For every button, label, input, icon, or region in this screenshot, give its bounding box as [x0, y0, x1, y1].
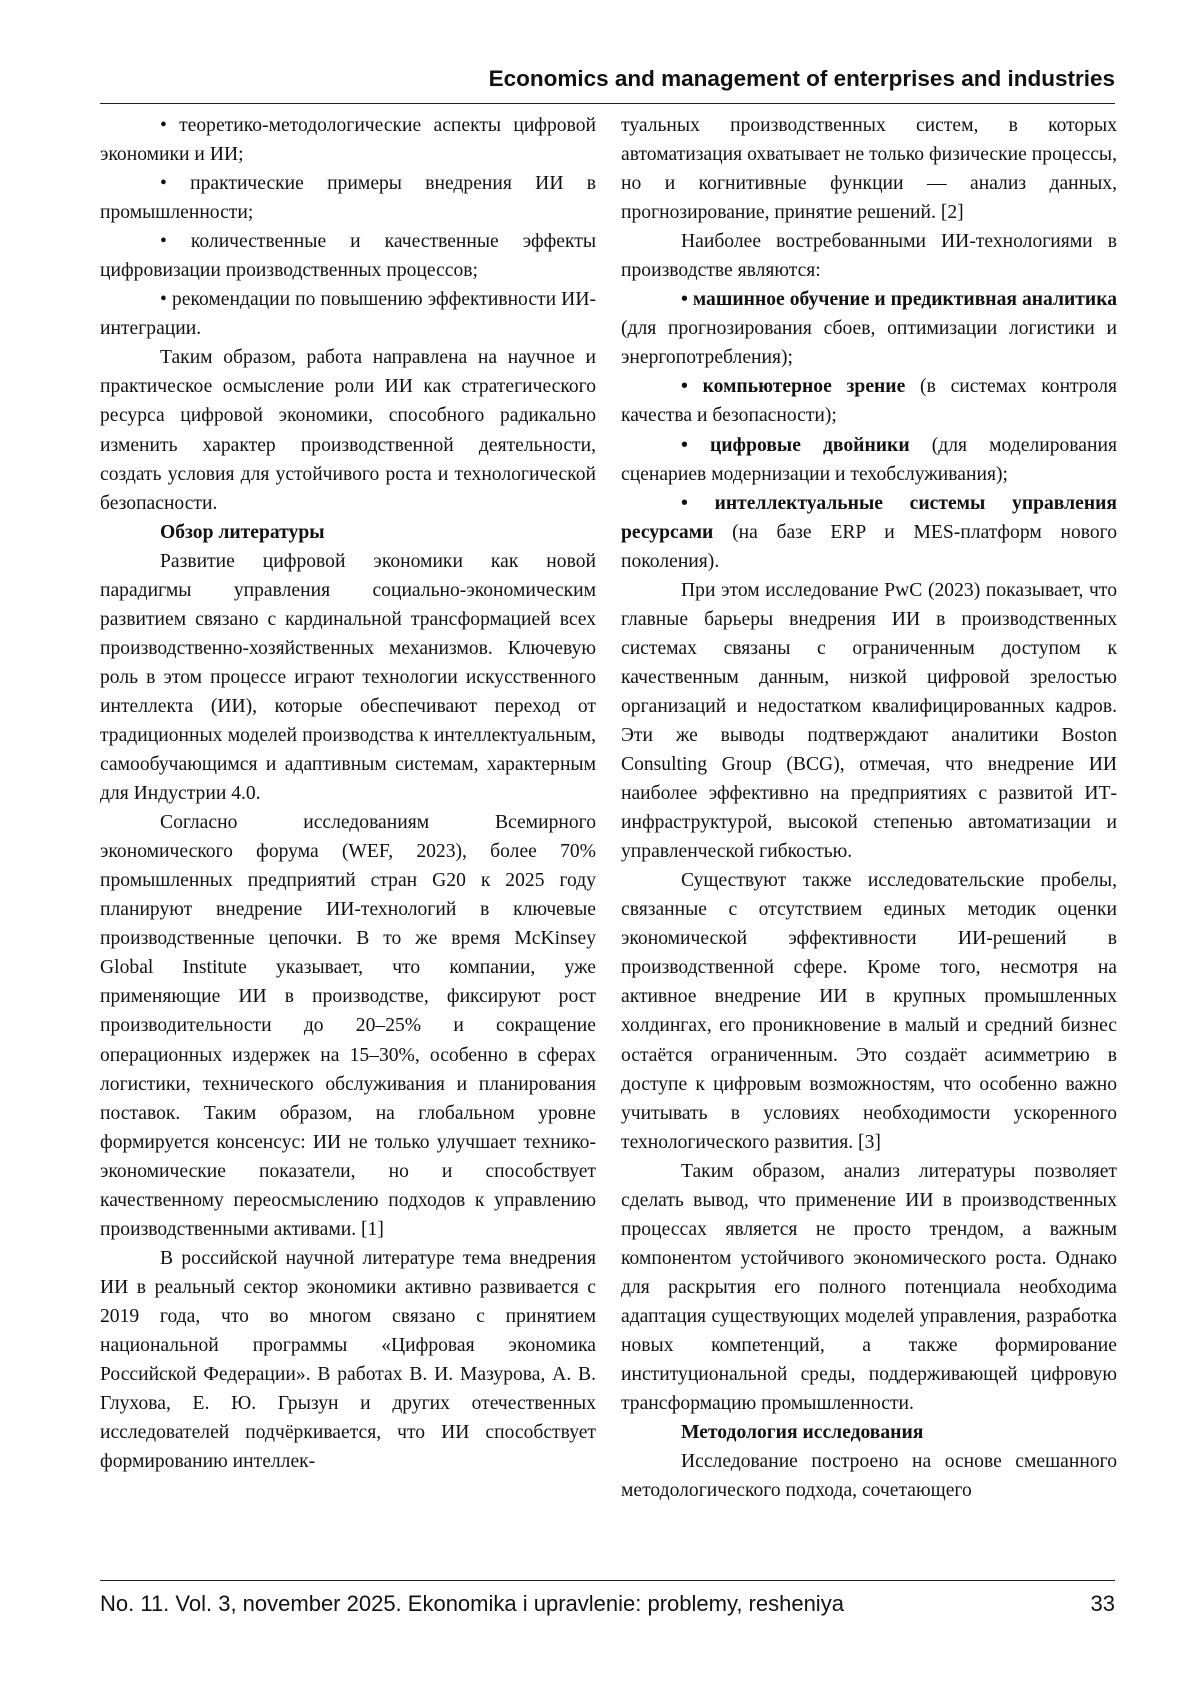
section-heading-literature: Обзор литературы	[160, 521, 325, 543]
tech-item-term: • цифровые двойники	[681, 434, 910, 456]
paragraph: Наиболее востребованными ИИ-технологиями в производстве являются:	[621, 231, 1117, 282]
page-number: 33	[1090, 1591, 1115, 1616]
paragraph: При этом исследование PwC (2023) показывает, что главные барьеры внедрения ИИ в производственных системах связаны с ограниченным доступом к качественным данным, низкой цифровой зрелостью организаций и недостатком квалифицированных кадров. Эти же выводы подтверждают аналитики Boston Consulting Group (BCG), отмечая, что внедрение ИИ наиболее эффективно на предприятиях с развитой ИТ-инфраструктурой, высокой степенью автоматизации и управленческой гибкостью.	[621, 579, 1117, 863]
tech-list-item	[621, 372, 1117, 430]
paragraph-continued: туальных производственных систем, в которых автоматизация охватывает не только физические процессы, но и когнитивные функции — анализ данных, прогнозирование, принятие решений. [2]	[621, 115, 1117, 224]
tech-list-item	[621, 431, 1117, 489]
header-rule	[100, 103, 1115, 104]
tech-item-term: • интеллектуальные системы управления ресурсами	[621, 492, 1117, 543]
tech-item-desc: (в системах контроля качества и безопасности);	[621, 376, 1117, 427]
paragraph: Согласно исследованиям Всемирного экономического форума (WEF, 2023), более 70% промышленных предприятий стран G20 к 2025 году планируют внедрение ИИ-технологий в ключевые производственные цепочки. В то же время McKinsey Global Institute указывает, что компании, уже применяющие ИИ в производстве, фиксируют рост производительности до 20–25% и сокращение операционных издержек на 15–30%, особенно в сферах логистики, технического обслуживания и планирования поставок. Таким образом, на глобальном уровне формируется консенсус: ИИ не только улучшает технико-экономические показатели, но и способствует качественному переосмыслению подходов к управлению производственными активами. [1]	[100, 812, 596, 1240]
tech-item-term: • машинное обучение и предиктивная аналитика	[681, 289, 1117, 311]
tech-item-desc: (для моделирования сценариев модернизации и техобслуживания);	[621, 434, 1117, 485]
tech-item-term: • компьютерное зрение	[681, 376, 906, 398]
right-column	[621, 111, 1117, 1505]
footer-citation: No. 11. Vol. 3, november 2025. Ekonomika i upravlenie: problemy, resheniya	[100, 1591, 844, 1616]
paragraph: Развитие цифровой экономики как новой парадигмы управления социально-экономическим развитием связано с кардинальной трансформацией всех производственно-хозяйственных механизмов. Ключевую роль в этом процессе играют технологии искусственного интеллекта (ИИ), которые обеспечивают переход от традиционных моделей производства к интеллектуальным, самообучающимся и адаптивным системам, характерным для Индустрии 4.0.	[100, 550, 596, 805]
bullet-item: • теоретико-методологические аспекты цифровой экономики и ИИ;	[100, 115, 596, 166]
footer-rule	[100, 1580, 1115, 1581]
section-heading-methodology: Методология исследования	[681, 1422, 924, 1444]
paragraph: Исследование построено на основе смешанного методологического подхода, сочетающего	[621, 1451, 1117, 1502]
bullet-item: • количественные и качественные эффекты цифровизации производственных процессов;	[100, 231, 596, 282]
tech-list-item	[621, 489, 1117, 576]
paragraph: В российской научной литературе тема внедрения ИИ в реальный сектор экономики активно развивается с 2019 года, что во многом связано с принятием национальной программы «Цифровая экономика Российской Федерации». В работах В. И. Мазурова, А. В. Глухова, Е. Ю. Грызун и других отечественных исследователей подчёркивается, что ИИ способствует формированию интеллек-	[100, 1247, 596, 1473]
tech-item-desc: (для прогнозирования сбоев, оптимизации логистики и энергопотребления);	[621, 318, 1117, 369]
left-column	[100, 111, 596, 1476]
bullet-item: • рекомендации по повышению эффективности ИИ-интеграции.	[100, 289, 596, 340]
tech-list-item	[621, 285, 1117, 372]
journal-header: Economics and management of enterprises and industries	[488, 66, 1115, 91]
tech-item-desc: (на базе ERP и MES-платформ нового поколения).	[621, 521, 1117, 572]
paragraph-summary: Таким образом, работа направлена на научное и практическое осмысление роли ИИ как стратегического ресурса цифровой экономики, способного радикально изменить характер производственной деятельности, создать условия для устойчивого роста и технологической безопасности.	[100, 347, 596, 514]
bullet-item: • практические примеры внедрения ИИ в промышленности;	[100, 173, 596, 224]
paragraph: Существуют также исследовательские пробелы, связанные с отсутствием единых методик оценки экономической эффективности ИИ-решений в производственной сфере. Кроме того, несмотря на активное внедрение ИИ в крупных промышленных холдингах, его проникновение в малый и средний бизнес остаётся ограниченным. Это создаёт асимметрию в доступе к цифровым возможностям, что особенно важно учитывать в условиях необходимости ускоренного технологического развития. [3]	[621, 870, 1117, 1153]
paragraph: Таким образом, анализ литературы позволяет сделать вывод, что применение ИИ в производственных процессах является не просто трендом, а важным компонентом устойчивого экономического роста. Однако для раскрытия его полного потенциала необходима адаптация существующих моделей управления, разработка новых компетенций, а также формирование институциональной среды, поддерживающей цифровую трансформацию промышленности.	[621, 1160, 1117, 1415]
